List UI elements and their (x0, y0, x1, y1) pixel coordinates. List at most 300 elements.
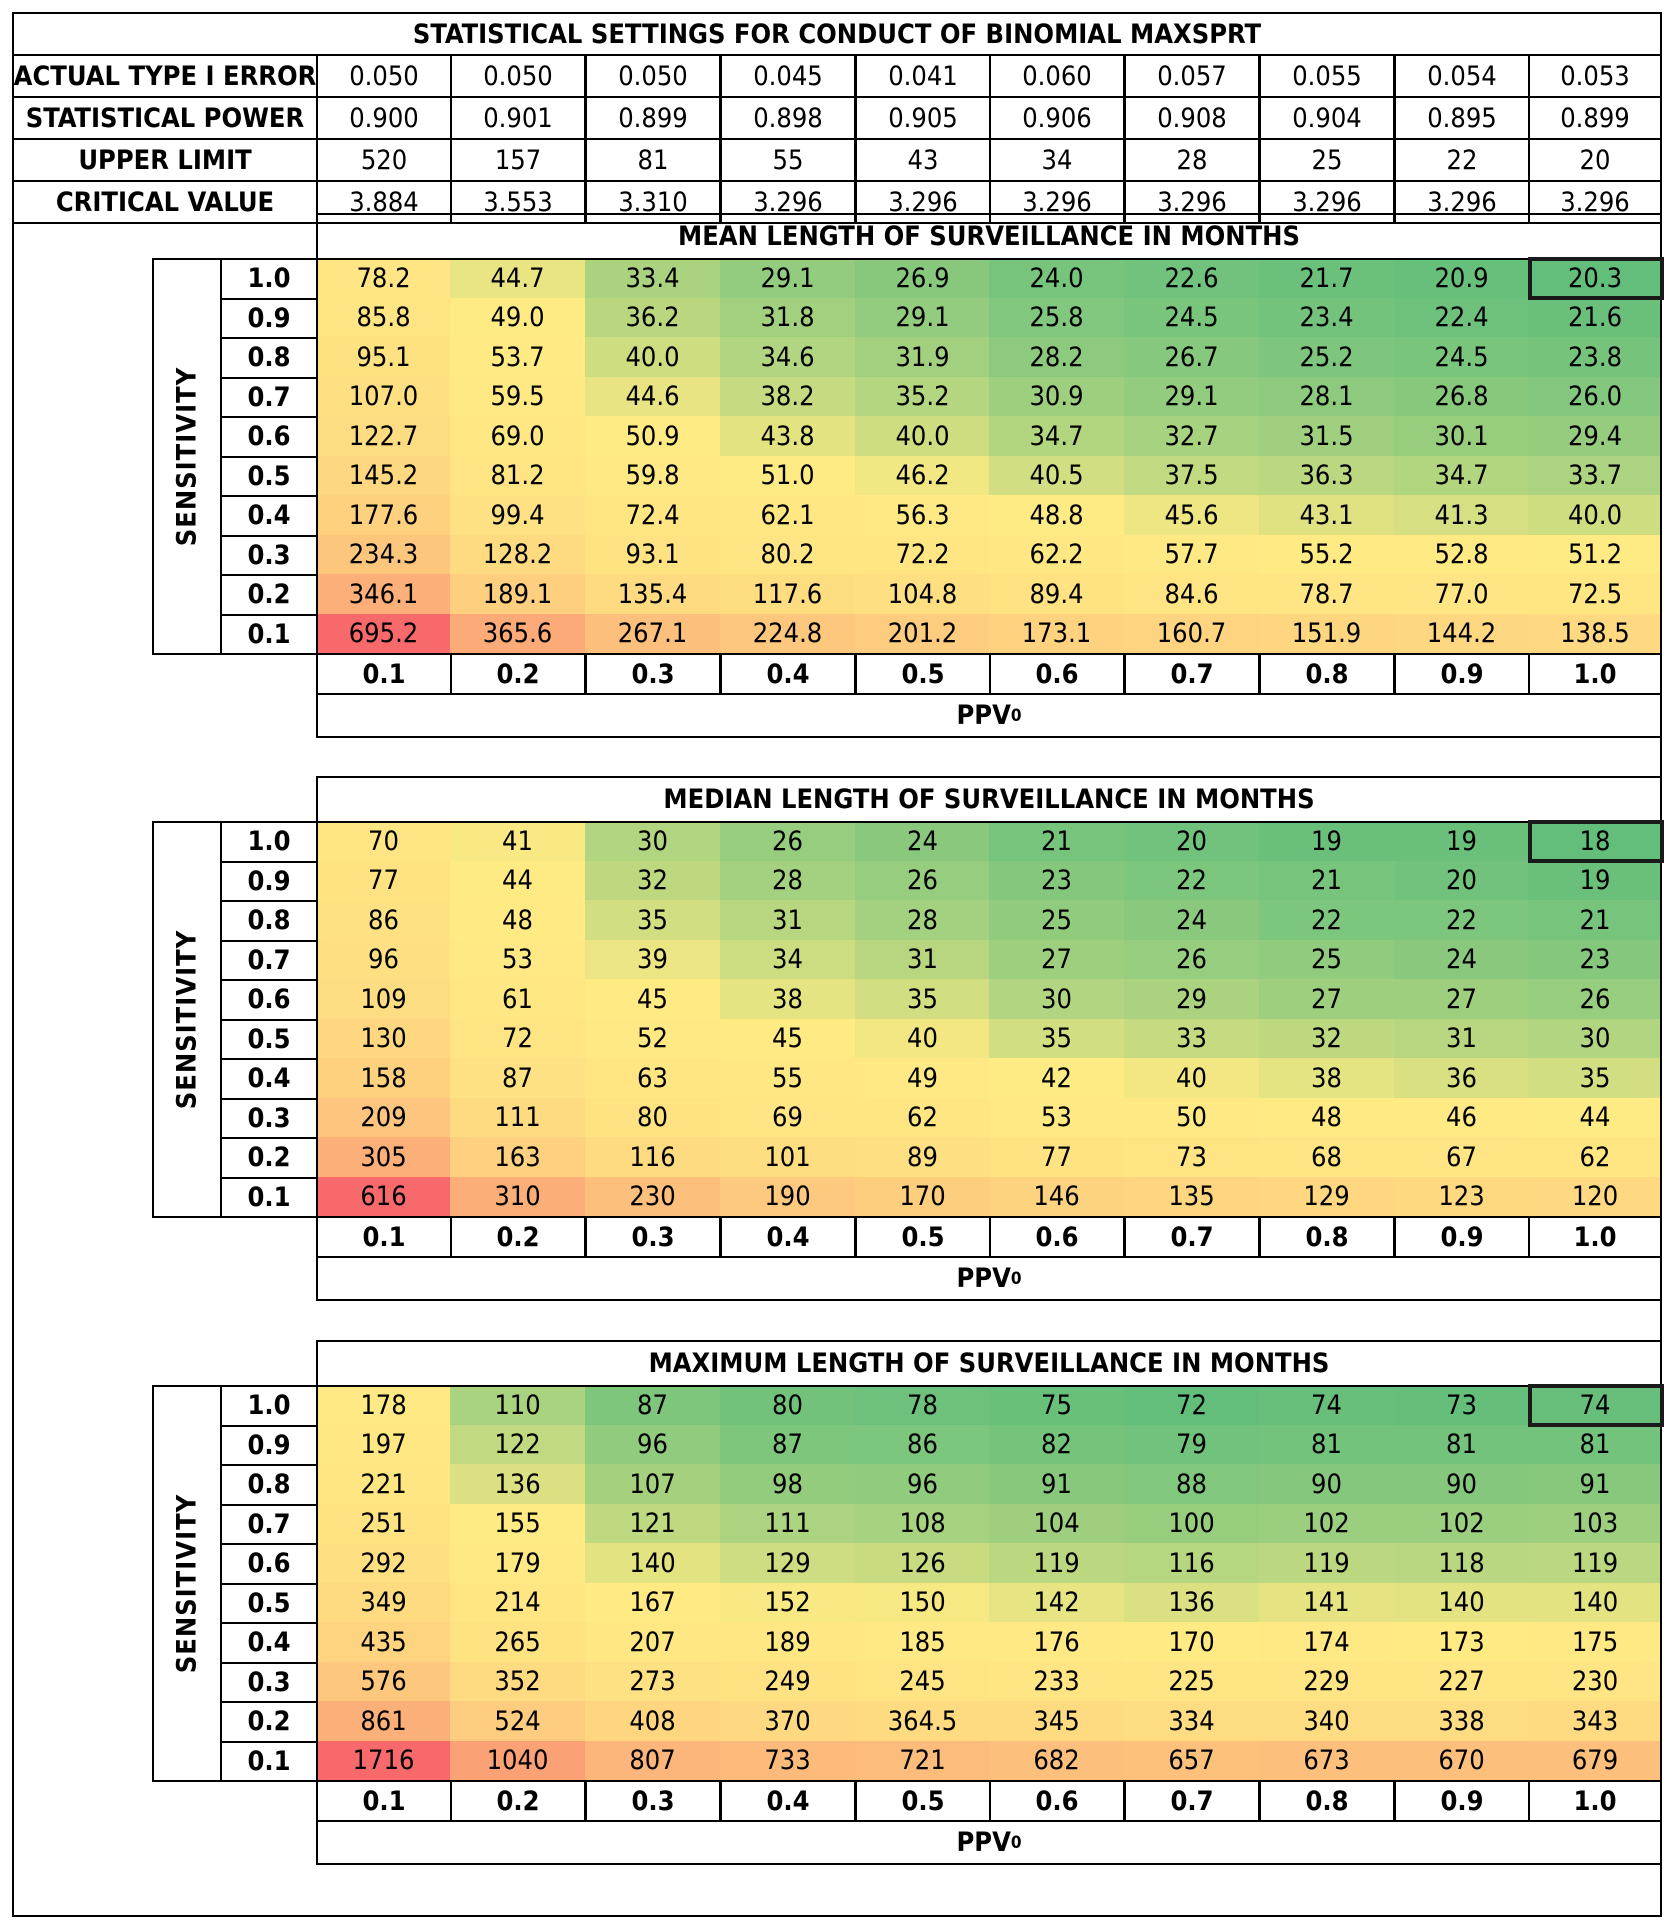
heatmap-cell: 62 (855, 1098, 990, 1139)
heatmap-cell: 129 (720, 1543, 855, 1584)
y-tick-label: 0.7 (220, 940, 318, 982)
heatmap-cell: 108 (855, 1504, 990, 1545)
x-tick-label: 0.4 (720, 653, 856, 695)
heatmap-cell: 78.7 (1259, 574, 1394, 615)
heatmap-cell: 34 (720, 940, 855, 981)
heatmap-cell: 89 (855, 1137, 990, 1178)
x-tick-label: 0.8 (1259, 1216, 1395, 1258)
x-tick-label: 0.8 (1259, 1780, 1395, 1822)
heatmap-cell: 22 (1394, 900, 1529, 941)
settings-value: 0.908 (1124, 96, 1260, 140)
heatmap-cell: 26 (855, 861, 990, 902)
heatmap-cell: 26.7 (1124, 337, 1259, 378)
heatmap-cell: 62.1 (720, 495, 855, 536)
y-tick-label: 0.2 (220, 1137, 318, 1179)
heatmap-cell: 38 (720, 979, 855, 1020)
heatmap-cell: 352 (450, 1662, 585, 1703)
heatmap-cell: 338 (1394, 1701, 1529, 1742)
y-tick-label: 0.7 (220, 377, 318, 419)
heatmap-cell: 119 (1259, 1543, 1394, 1584)
x-axis-label (316, 693, 1662, 738)
settings-value: 0.906 (989, 96, 1125, 140)
heatmap-cell: 170 (855, 1177, 990, 1218)
heatmap-cell: 189.1 (450, 574, 585, 615)
heatmap-cell: 50.9 (585, 416, 720, 457)
heatmap-cell: 73 (1124, 1137, 1259, 1178)
heatmap-cell: 48.8 (989, 495, 1124, 536)
settings-value: 0.895 (1394, 96, 1530, 140)
heatmap-cell: 53.7 (450, 337, 585, 378)
heatmap-cell: 122.7 (316, 416, 451, 457)
heatmap-cell: 142 (989, 1583, 1124, 1624)
heatmap-cell: 86 (855, 1425, 990, 1466)
y-tick-label: 0.1 (220, 1177, 318, 1219)
heatmap-cell: 807 (585, 1741, 720, 1782)
settings-value: 43 (855, 138, 991, 182)
heatmap-cell: 22.4 (1394, 298, 1529, 339)
heatmap-cell: 20 (1394, 861, 1529, 902)
heatmap-cell: 35.2 (855, 377, 990, 418)
settings-value: 3.296 (1394, 180, 1530, 224)
heatmap-cell: 26.9 (855, 258, 990, 299)
heatmap-cell: 98 (720, 1464, 855, 1505)
x-tick-label: 0.6 (989, 1216, 1125, 1258)
x-tick-label: 0.7 (1124, 653, 1260, 695)
heatmap-cell: 101 (720, 1137, 855, 1178)
heatmap-cell: 48 (450, 900, 585, 941)
heatmap-cell: 179 (450, 1543, 585, 1584)
heatmap-cell: 346.1 (316, 574, 451, 615)
heatmap-cell: 32 (1259, 1019, 1394, 1060)
heatmap-cell: 23.4 (1259, 298, 1394, 339)
heatmap-cell: 24.0 (989, 258, 1124, 299)
heatmap-cell: 69 (720, 1098, 855, 1139)
heatmap-cell: 214 (450, 1583, 585, 1624)
heatmap-cell: 36.2 (585, 298, 720, 339)
heatmap-cell: 27 (1394, 979, 1529, 1020)
heatmap-cell: 185 (855, 1622, 990, 1663)
heatmap-cell: 75 (989, 1385, 1124, 1426)
heatmap-cell: 80.2 (720, 535, 855, 576)
heatmap-cell: 657 (1124, 1741, 1259, 1782)
heatmap-cell: 26.0 (1528, 377, 1662, 418)
heatmap-cell: 74 (1259, 1385, 1394, 1426)
heatmap-cell: 53 (989, 1098, 1124, 1139)
settings-value: 0.899 (1528, 96, 1662, 140)
heatmap-cell: 39 (585, 940, 720, 981)
heatmap-cell: 163 (450, 1137, 585, 1178)
heatmap-cell: 349 (316, 1583, 451, 1624)
heatmap-cell: 19 (1394, 821, 1529, 862)
heatmap-cell: 28.1 (1259, 377, 1394, 418)
heatmap-cell: 524 (450, 1701, 585, 1742)
heatmap-cell: 45 (585, 979, 720, 1020)
heatmap-cell: 128.2 (450, 535, 585, 576)
settings-value: 3.296 (989, 180, 1125, 224)
x-tick-label: 0.2 (450, 653, 586, 695)
heatmap-cell: 46.2 (855, 456, 990, 497)
heatmap-cell: 29.4 (1528, 416, 1662, 457)
settings-value: 520 (316, 138, 452, 182)
heatmap-cell: 80 (585, 1098, 720, 1139)
y-tick-label: 0.6 (220, 1543, 318, 1585)
x-tick-label: 0.4 (720, 1216, 856, 1258)
heatmap-cell: 93.1 (585, 535, 720, 576)
heatmap-cell: 80 (720, 1385, 855, 1426)
heatmap-cell: 35 (855, 979, 990, 1020)
heatmap-cell: 209 (316, 1098, 451, 1139)
heatmap-cell: 111 (450, 1098, 585, 1139)
heatmap-cell: 82 (989, 1425, 1124, 1466)
heatmap-cell: 89.4 (989, 574, 1124, 615)
heatmap-cell: 78 (855, 1385, 990, 1426)
y-tick-label: 0.8 (220, 337, 318, 379)
x-tick-label: 0.9 (1394, 1780, 1530, 1822)
settings-value: 20 (1528, 138, 1662, 182)
x-tick-label: 0.3 (585, 1216, 721, 1258)
x-tick-label: 0.5 (855, 1216, 991, 1258)
heatmap-cell: 90 (1394, 1464, 1529, 1505)
y-tick-label: 0.3 (220, 535, 318, 577)
heatmap-cell: 30.9 (989, 377, 1124, 418)
y-axis-label: SENSITIVITY (171, 1493, 203, 1674)
heatmap-cell: 230 (585, 1177, 720, 1218)
heatmap-cell: 78.2 (316, 258, 451, 299)
heatmap-cell: 122 (450, 1425, 585, 1466)
heatmap-cell: 44 (1528, 1098, 1662, 1139)
heatmap-cell: 77 (316, 861, 451, 902)
heatmap-cell: 178 (316, 1385, 451, 1426)
heatmap-cell: 45.6 (1124, 495, 1259, 536)
heatmap-cell: 102 (1259, 1504, 1394, 1545)
heatmap-cell: 265 (450, 1622, 585, 1663)
heatmap-cell: 50 (1124, 1098, 1259, 1139)
heatmap-cell: 91 (989, 1464, 1124, 1505)
y-tick-label: 1.0 (220, 1385, 318, 1427)
settings-value: 0.055 (1259, 54, 1395, 98)
heatmap-cell: 87 (585, 1385, 720, 1426)
heatmap-cell: 25.8 (989, 298, 1124, 339)
heatmap-cell: 81 (1259, 1425, 1394, 1466)
x-tick-label: 0.8 (1259, 653, 1395, 695)
settings-value: 0.041 (855, 54, 991, 98)
heatmap-cell: 29.1 (720, 258, 855, 299)
heatmap-cell: 135.4 (585, 574, 720, 615)
heatmap-cell: 43.1 (1259, 495, 1394, 536)
heatmap-cell: 100 (1124, 1504, 1259, 1545)
heatmap-cell: 28 (720, 861, 855, 902)
heatmap-cell: 62.2 (989, 535, 1124, 576)
heatmap-cell: 197 (316, 1425, 451, 1466)
settings-value: 3.296 (1259, 180, 1395, 224)
heatmap-cell: 146 (989, 1177, 1124, 1218)
settings-value: 81 (585, 138, 721, 182)
settings-value: 0.904 (1259, 96, 1395, 140)
heatmap-cell: 670 (1394, 1741, 1529, 1782)
x-axis-label (316, 1820, 1662, 1865)
x-axis-label-subscript: 0 (1010, 705, 1022, 726)
x-axis-label-text: PPV (956, 1263, 1011, 1294)
heatmap-cell: 576 (316, 1662, 451, 1703)
heatmap-cell: 86 (316, 900, 451, 941)
heatmap-cell: 141 (1259, 1583, 1394, 1624)
settings-value: 0.050 (316, 54, 452, 98)
heatmap-cell: 81 (1528, 1425, 1662, 1466)
heatmap-cell: 733 (720, 1741, 855, 1782)
heatmap-cell: 190 (720, 1177, 855, 1218)
heatmap-cell: 99.4 (450, 495, 585, 536)
heatmap-cell: 682 (989, 1741, 1124, 1782)
settings-value: 3.884 (316, 180, 452, 224)
heatmap-cell: 35 (585, 900, 720, 941)
heatmap-cell: 110 (450, 1385, 585, 1426)
settings-value: 55 (720, 138, 856, 182)
heatmap-cell: 25 (989, 900, 1124, 941)
heatmap-cell: 48 (1259, 1098, 1394, 1139)
heatmap-cell: 55 (720, 1058, 855, 1099)
heatmap-cell: 136 (450, 1464, 585, 1505)
heatmap-cell: 59.8 (585, 456, 720, 497)
heatmap-cell: 18 (1528, 821, 1662, 862)
heatmap-cell: 145.2 (316, 456, 451, 497)
y-tick-label: 0.8 (220, 1464, 318, 1506)
heatmap-cell: 34.7 (989, 416, 1124, 457)
heatmap-cell: 155 (450, 1504, 585, 1545)
settings-value: 0.060 (989, 54, 1125, 98)
heatmap-cell: 118 (1394, 1543, 1529, 1584)
heatmap-cell: 21 (1528, 900, 1662, 941)
settings-row-label: STATISTICAL POWER (12, 96, 318, 140)
y-axis-label: SENSITIVITY (171, 929, 203, 1110)
heatmap-cell: 22 (1259, 900, 1394, 941)
heatmap-cell: 267.1 (585, 614, 720, 655)
heatmap-cell: 234.3 (316, 535, 451, 576)
settings-value: 0.050 (450, 54, 586, 98)
heatmap-cell: 345 (989, 1701, 1124, 1742)
heatmap-cell: 1716 (316, 1741, 451, 1782)
heatmap-cell: 31.5 (1259, 416, 1394, 457)
heatmap-cell: 224.8 (720, 614, 855, 655)
y-tick-label: 0.2 (220, 1701, 318, 1743)
heatmap-cell: 23 (989, 861, 1124, 902)
heatmap-cell: 117.6 (720, 574, 855, 615)
heatmap-cell: 364.5 (855, 1701, 990, 1742)
heatmap-cell: 26 (1528, 979, 1662, 1020)
y-tick-label: 0.5 (220, 1583, 318, 1625)
heatmap-cell: 173 (1394, 1622, 1529, 1663)
heatmap-cell: 334 (1124, 1701, 1259, 1742)
heatmap-cell: 19 (1259, 821, 1394, 862)
heatmap-cell: 152 (720, 1583, 855, 1624)
x-tick-label: 0.3 (585, 653, 721, 695)
heatmap-cell: 67 (1394, 1137, 1529, 1178)
heatmap-cell: 292 (316, 1543, 451, 1584)
settings-value: 0.057 (1124, 54, 1260, 98)
heatmap-cell: 26 (720, 821, 855, 862)
heatmap-cell: 140 (1528, 1583, 1662, 1624)
heatmap-cell: 119 (1528, 1543, 1662, 1584)
x-tick-label: 0.4 (720, 1780, 856, 1822)
heatmap-cell: 87 (450, 1058, 585, 1099)
heatmap-cell: 91 (1528, 1464, 1662, 1505)
x-tick-label: 0.3 (585, 1780, 721, 1822)
y-tick-label: 0.3 (220, 1662, 318, 1704)
heatmap-cell: 111 (720, 1504, 855, 1545)
heatmap-cell: 229 (1259, 1662, 1394, 1703)
heatmap-cell: 26 (1124, 940, 1259, 981)
heatmap-cell: 36 (1394, 1058, 1529, 1099)
x-axis-label (316, 1256, 1662, 1301)
y-tick-label: 0.3 (220, 1098, 318, 1140)
x-axis-label-subscript: 0 (1010, 1832, 1022, 1853)
heatmap-cell: 116 (1124, 1543, 1259, 1584)
heatmap-cell: 170 (1124, 1622, 1259, 1663)
heatmap-cell: 63 (585, 1058, 720, 1099)
y-tick-label: 0.4 (220, 495, 318, 537)
heatmap-cell: 52 (585, 1019, 720, 1060)
heatmap-cell: 57.7 (1124, 535, 1259, 576)
heatmap-cell: 22 (1124, 861, 1259, 902)
heatmap-cell: 249 (720, 1662, 855, 1703)
heatmap-cell: 52.8 (1394, 535, 1529, 576)
heatmap-cell: 21.6 (1528, 298, 1662, 339)
x-tick-label: 0.5 (855, 653, 991, 695)
heatmap-cell: 40.0 (585, 337, 720, 378)
heatmap-cell: 107 (585, 1464, 720, 1505)
y-tick-label: 1.0 (220, 258, 318, 300)
x-axis-label-text: PPV (956, 1827, 1011, 1858)
heatmap-cell: 130 (316, 1019, 451, 1060)
heatmap-cell: 40.5 (989, 456, 1124, 497)
heatmap-cell: 31 (855, 940, 990, 981)
x-tick-label: 0.1 (316, 1216, 452, 1258)
x-tick-label: 0.9 (1394, 653, 1530, 695)
heatmap-cell: 96 (585, 1425, 720, 1466)
heatmap-cell: 305 (316, 1137, 451, 1178)
heatmap-cell: 408 (585, 1701, 720, 1742)
heatmap-cell: 34.7 (1394, 456, 1529, 497)
heatmap-cell: 23.8 (1528, 337, 1662, 378)
heatmap-cell: 72 (450, 1019, 585, 1060)
heatmap-cell: 20 (1124, 821, 1259, 862)
x-tick-label: 0.7 (1124, 1780, 1260, 1822)
heatmap-cell: 126 (855, 1543, 990, 1584)
heatmap-cell: 41.3 (1394, 495, 1529, 536)
heatmap-cell: 32 (585, 861, 720, 902)
y-tick-label: 1.0 (220, 821, 318, 863)
heatmap-cell: 150 (855, 1583, 990, 1624)
heatmap-cell: 135 (1124, 1177, 1259, 1218)
heatmap-cell: 107.0 (316, 377, 451, 418)
heatmap-cell: 42 (989, 1058, 1124, 1099)
heatmap-cell: 201.2 (855, 614, 990, 655)
heatmap-cell: 21 (989, 821, 1124, 862)
heatmap-cell: 695.2 (316, 614, 451, 655)
x-tick-label: 0.6 (989, 653, 1125, 695)
heatmap-cell: 29.1 (855, 298, 990, 339)
heatmap-cell: 109 (316, 979, 451, 1020)
heatmap-cell: 25 (1259, 940, 1394, 981)
heatmap-cell: 30.1 (1394, 416, 1529, 457)
settings-value: 0.898 (720, 96, 856, 140)
sensitivity-axis-box (152, 258, 222, 655)
settings-row-label: UPPER LIMIT (12, 138, 318, 182)
heatmap-cell: 310 (450, 1177, 585, 1218)
heatmap-cell: 74 (1528, 1385, 1662, 1426)
heatmap-title: MAXIMUM LENGTH OF SURVEILLANCE IN MONTHS (316, 1340, 1662, 1387)
y-tick-label: 0.6 (220, 979, 318, 1021)
heatmap-cell: 84.6 (1124, 574, 1259, 615)
heatmap-cell: 43.8 (720, 416, 855, 457)
heatmap-cell: 62 (1528, 1137, 1662, 1178)
heatmap-cell: 27 (1259, 979, 1394, 1020)
heatmap-cell: 28.2 (989, 337, 1124, 378)
heatmap-cell: 87 (720, 1425, 855, 1466)
heatmap-grid-border (316, 1385, 1662, 1782)
y-tick-label: 0.1 (220, 1741, 318, 1783)
heatmap-cell: 721 (855, 1741, 990, 1782)
heatmap-grid-border (316, 258, 1662, 655)
heatmap-cell: 861 (316, 1701, 451, 1742)
settings-value: 3.296 (1124, 180, 1260, 224)
y-tick-label: 0.9 (220, 1425, 318, 1467)
heatmap-cell: 49.0 (450, 298, 585, 339)
y-axis-label: SENSITIVITY (171, 366, 203, 547)
settings-value: 0.045 (720, 54, 856, 98)
x-tick-label: 0.6 (989, 1780, 1125, 1822)
heatmap-cell: 41 (450, 821, 585, 862)
heatmap-cell: 21.7 (1259, 258, 1394, 299)
heatmap-cell: 435 (316, 1622, 451, 1663)
heatmap-title: MEAN LENGTH OF SURVEILLANCE IN MONTHS (316, 213, 1662, 260)
heatmap-cell: 81 (1394, 1425, 1529, 1466)
heatmap-cell: 40 (1124, 1058, 1259, 1099)
settings-value: 3.296 (855, 180, 991, 224)
heatmap-cell: 24 (1124, 900, 1259, 941)
heatmap-cell: 189 (720, 1622, 855, 1663)
settings-value: 3.296 (720, 180, 856, 224)
heatmap-cell: 144.2 (1394, 614, 1529, 655)
heatmap-cell: 221 (316, 1464, 451, 1505)
heatmap-cell: 673 (1259, 1741, 1394, 1782)
heatmap-cell: 72.5 (1528, 574, 1662, 615)
heatmap-cell: 51.0 (720, 456, 855, 497)
settings-value: 0.053 (1528, 54, 1662, 98)
heatmap-cell: 45 (720, 1019, 855, 1060)
heatmap-cell: 34.6 (720, 337, 855, 378)
heatmap-cell: 70 (316, 821, 451, 862)
heatmap-grid-border (316, 821, 1662, 1218)
heatmap-cell: 227 (1394, 1662, 1529, 1703)
sensitivity-axis-box (152, 821, 222, 1218)
heatmap-cell: 103 (1528, 1504, 1662, 1545)
heatmap-cell: 29 (1124, 979, 1259, 1020)
heatmap-cell: 1040 (450, 1741, 585, 1782)
heatmap-cell: 77 (989, 1137, 1124, 1178)
heatmap-cell: 102 (1394, 1504, 1529, 1545)
heatmap-cell: 129 (1259, 1177, 1394, 1218)
heatmap-cell: 31.9 (855, 337, 990, 378)
heatmap-cell: 32.7 (1124, 416, 1259, 457)
heatmap-cell: 26.8 (1394, 377, 1529, 418)
y-tick-label: 0.9 (220, 861, 318, 903)
heatmap-cell: 79 (1124, 1425, 1259, 1466)
x-tick-label: 0.2 (450, 1780, 586, 1822)
y-tick-label: 0.7 (220, 1504, 318, 1546)
heatmap-title: MEDIAN LENGTH OF SURVEILLANCE IN MONTHS (316, 776, 1662, 823)
heatmap-cell: 28 (855, 900, 990, 941)
heatmap-cell: 85.8 (316, 298, 451, 339)
